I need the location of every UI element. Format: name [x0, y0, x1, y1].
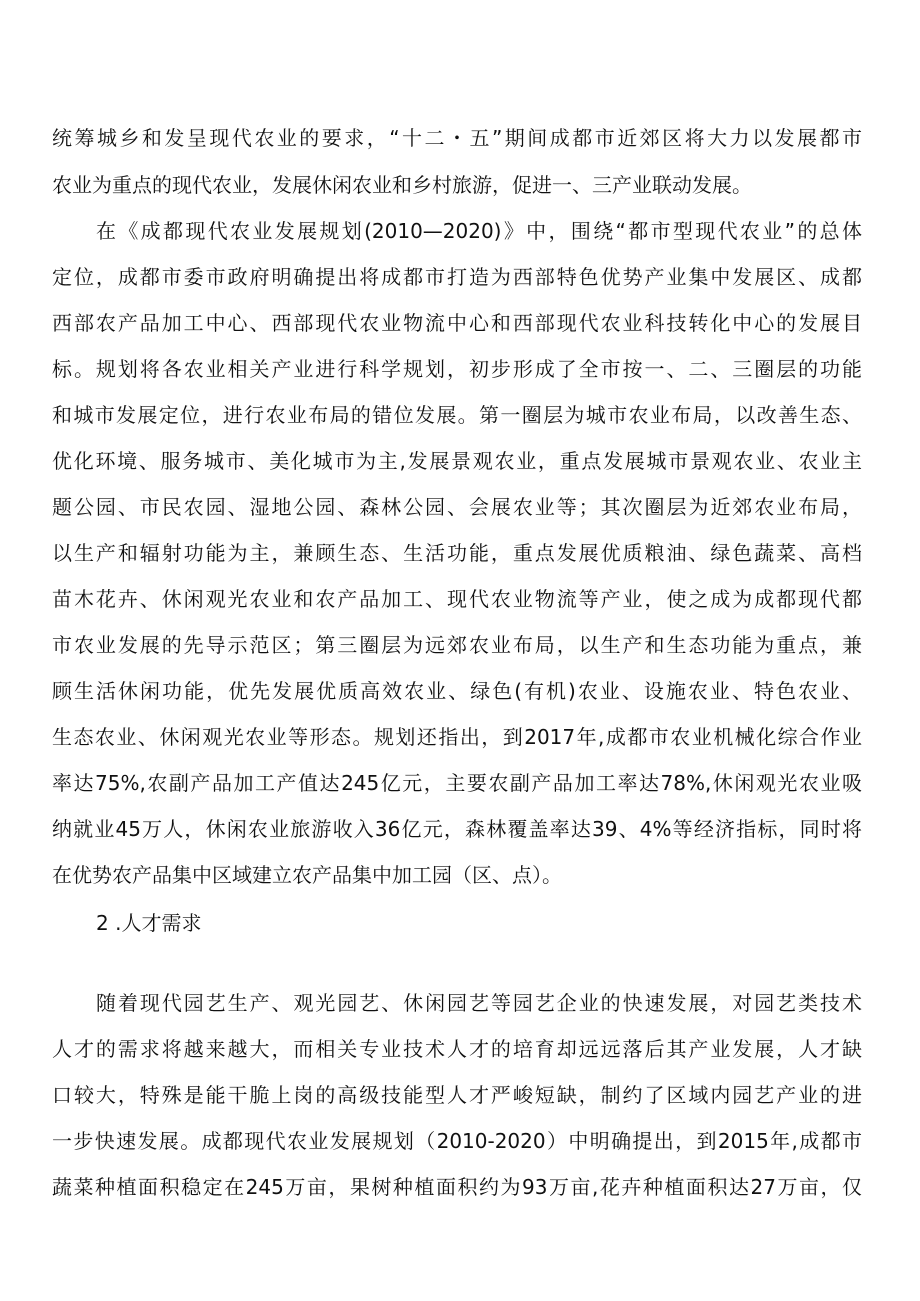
paragraph2-line: 西部农产品加工中心、西部现代农业物流中心和西部现代农业科技转化中心的发展目 [52, 311, 862, 335]
paragraph2-line: 生态农业、休闲观光农业等形态。规划还指出，到2017年,成都市农业机械化综合作业 [52, 725, 862, 749]
paragraph2-line: 标。规划将各农业相关产业进行科学规划，初步形成了全市按一、二、三圈层的功能 [52, 357, 862, 381]
paragraph2-line: 苗木花卉、休闲观光农业和农产品加工、现代农业物流等产业，使之成为成都现代都 [52, 587, 862, 611]
paragraph2-line: 优化环境、服务城市、美化城市为主,发展景观农业，重点发展城市景观农业、农业主 [52, 449, 862, 473]
paragraph2-line: 定位，成都市委市政府明确提出将成都市打造为西部特色优势产业集中发展区、成都 [52, 265, 862, 289]
section-heading: 2 .人才需求 [96, 911, 202, 935]
paragraph3-line: 人才的需求将越来越大，而相关专业技术人才的培育却远远落后其产业发展，人才缺 [52, 1037, 862, 1061]
paragraph1-line: 农业为重点的现代农业，发展休闲农业和乡村旅游，促进一、三产业联动发展。 [52, 173, 752, 197]
paragraph2-line: 和城市发展定位，进行农业布局的错位发展。第一圈层为城市农业布局，以改善生态、 [52, 403, 862, 427]
paragraph2-line: 以生产和辐射功能为主，兼顾生态、生活功能，重点发展优质粮油、绿色蔬菜、高档 [52, 541, 862, 565]
paragraph2-line: 纳就业45万人，休闲农业旅游收入36亿元，森林覆盖率达39、4%等经济指标，同时将 [52, 817, 862, 841]
paragraph2-line: 率达75%,农副产品加工产值达245亿元，主要农副产品加工率达78%,休闲观光农业吸 [52, 771, 862, 795]
paragraph1-line: 统筹城乡和发呈现代农业的要求，“十二・五”期间成都市近郊区将大力以发展都市 [52, 126, 862, 150]
paragraph2-line: 顾生活休闲功能，优先发展优质高效农业、绿色(有机)农业、设施农业、特色农业、 [52, 679, 862, 703]
paragraph3-line: 随着现代园艺生产、观光园艺、休闲园艺等园艺企业的快速发展，对园艺类技术 [96, 991, 862, 1015]
paragraph2-line: 在优势农产品集中区域建立农产品集中加工园（区、点）。 [52, 863, 562, 887]
paragraph3-line: 口较大，特殊是能干脆上岗的高级技能型人才严峻短缺，制约了区域内园艺产业的进 [52, 1083, 862, 1107]
paragraph2-line: 市农业发展的先导示范区；第三圈层为远郊农业布局，以生产和生态功能为重点，兼 [52, 633, 862, 657]
paragraph2-line: 题公园、市民农园、湿地公园、森林公园、会展农业等；其次圈层为近郊农业布局， [52, 495, 862, 519]
paragraph3-line: 蔬菜种植面积稳定在245万亩，果树种植面积约为93万亩,花卉种植面积达27万亩，仅 [52, 1175, 862, 1199]
paragraph3-line: 一步快速发展。成都现代农业发展规划（2010-2020）中明确提出，到2015年,成都市 [52, 1129, 862, 1153]
paragraph2-line: 在《成都现代农业发展规划(2010—2020)》中，围绕“都市型现代农业”的总体 [96, 219, 862, 243]
